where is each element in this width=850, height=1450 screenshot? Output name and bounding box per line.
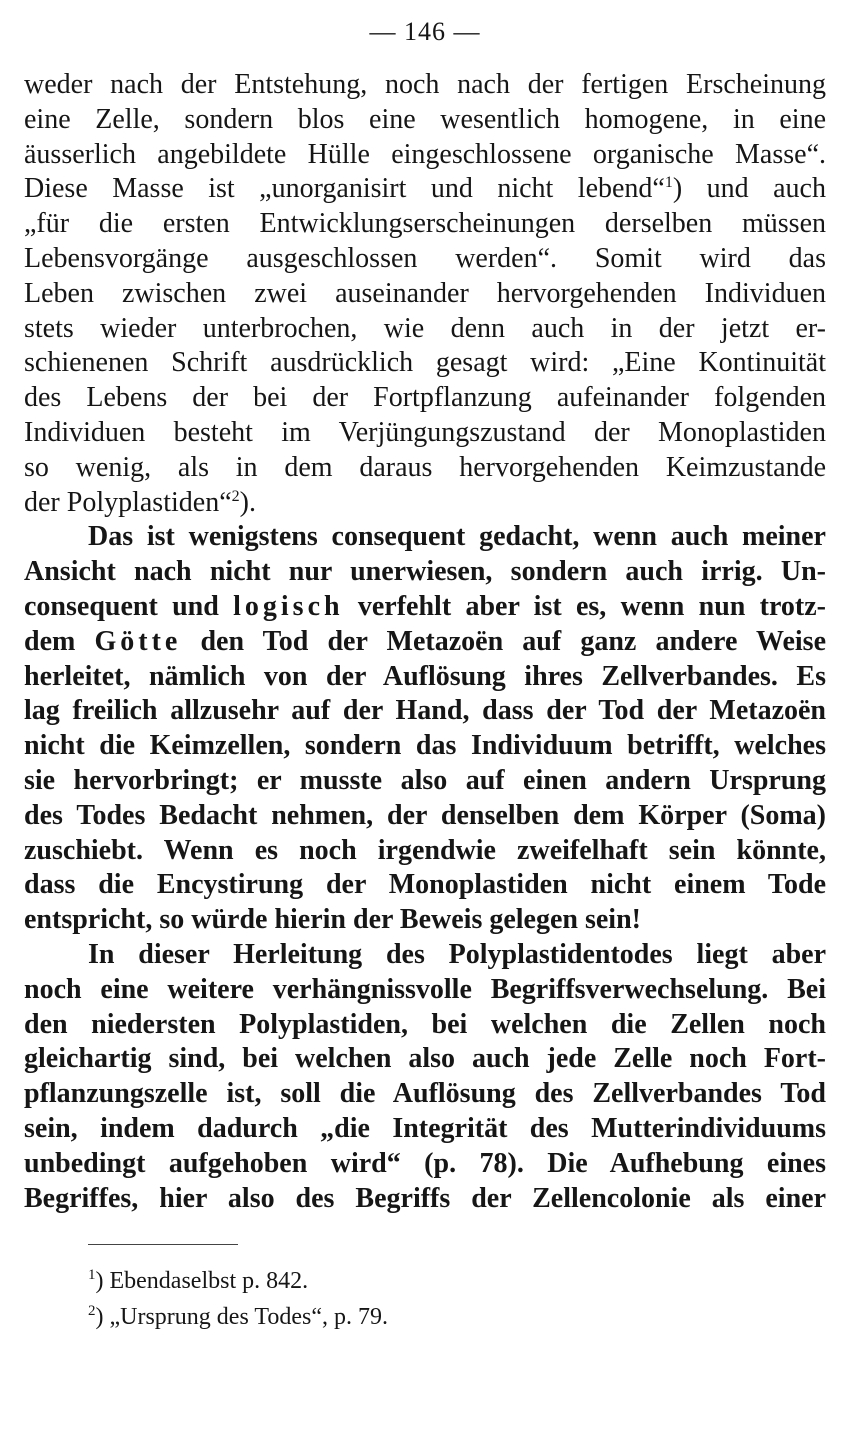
text-line: Das ist wenigstens consequent gedacht, wenn auch meiner: [88, 521, 826, 553]
text-line: In dieser Herleitung des Polyplastidentodes liegt aber: [88, 938, 826, 970]
paragraph-1: [24, 68, 826, 520]
text-line-start: der Polyplastiden“: [24, 486, 232, 518]
text-line: „für die ersten Entwicklungserscheinungen derselben müssen: [24, 208, 826, 240]
text-line: den niedersten Polyplastiden, bei welchen die Zellen noch: [24, 1008, 826, 1040]
text-line: stets wieder unterbrochen, wie denn auch in der jetzt er-: [24, 312, 826, 344]
footnote-divider: [88, 1244, 238, 1245]
text-line-end: ) und auch: [672, 173, 826, 205]
text-line: zuschiebt. Wenn es noch irgendwie zweifelhaft sein könnte,: [24, 834, 826, 866]
text-line: so wenig, als in dem daraus hervorgehenden Keimzustande: [24, 451, 826, 483]
text-line-start: Diese Masse ist „unorganisirt und nicht lebend“: [24, 173, 665, 205]
text-line: Lebensvorgänge ausgeschlossen werden“. Somit wird das: [24, 242, 826, 274]
text-line: des Todes Bedacht nehmen, der denselben dem Körper (Soma): [24, 799, 826, 831]
text-line: lag freilich allzusehr auf der Hand, dass der Tod der Metazoën: [24, 695, 826, 727]
text-line: sein, indem dadurch „die Integrität des Mutterindividuums: [24, 1112, 826, 1144]
text-line: [24, 590, 826, 625]
footnote-marker: 1: [88, 1267, 96, 1284]
text-line: nicht die Keimzellen, sondern das Individuum betrifft, welches: [24, 730, 826, 762]
text-line: dass die Encystirung der Monoplastiden nicht einem Tode: [24, 869, 826, 901]
text-line: äusserlich angebildete Hülle eingeschlossene organische Masse“.: [24, 138, 826, 170]
text-line: [24, 172, 826, 207]
text-line: [24, 625, 826, 660]
page-number: — 146 —: [369, 17, 481, 46]
footnotes: [88, 1263, 826, 1335]
footnote-text: ) „Ursprung des Todes“, p. 79.: [95, 1304, 388, 1331]
footnote-marker: 2: [88, 1303, 96, 1320]
text-line: entspricht, so würde hierin der Beweis gelegen sein!: [24, 904, 641, 936]
text-line: pflanzungszelle ist, soll die Auflösung des Zellverbandes Tod: [24, 1078, 826, 1110]
paragraph-2: [24, 520, 826, 938]
text-line: noch eine weitere verhängnissvolle Begriffsverwechselung. Bei: [24, 973, 826, 1005]
text-line: gleichartig sind, bei welchen also auch jede Zelle noch Fort-: [24, 1043, 826, 1075]
text-line: schienenen Schrift ausdrücklich gesagt wird: „Eine Kontinuität: [24, 347, 826, 379]
text-line: des Lebens der bei der Fortpflanzung aufeinander folgenden: [24, 382, 826, 414]
text-line: [24, 486, 826, 521]
text-line: unbedingt aufgehoben wird“ (p. 78). Die Aufhebung eines: [24, 1147, 826, 1179]
text-segment: verfehlt aber ist es, wenn nun trotz-: [357, 590, 826, 622]
footnote-ref-1: 1: [664, 174, 673, 192]
paragraph-3: [24, 938, 826, 1216]
text-line: eine Zelle, sondern blos eine wesentlich homogene, in eine: [24, 103, 826, 135]
footnote-ref-2: 2: [231, 487, 240, 505]
text-segment: consequent und: [24, 590, 219, 622]
text-line: Ansicht nach nicht nur unerwiesen, sondern auch irrig. Un-: [24, 556, 826, 588]
text-line: herleitet, nämlich von der Auflösung ihres Zellverbandes. Es: [24, 660, 826, 692]
text-line: Individuen besteht im Verjüngungszustand der Monoplastiden: [24, 416, 826, 448]
text-segment: den Tod der Metazoën auf ganz andere Weise: [200, 625, 827, 657]
footnote-2: [88, 1299, 826, 1335]
text-line: weder nach der Entstehung, noch nach der fertigen Erscheinung: [24, 69, 826, 100]
text-line: Leben zwischen zwei auseinander hervorgehenden Individuen: [24, 277, 826, 309]
text-line: Begriffes, hier also des Begriffs der Zellencolonie als einer: [24, 1182, 826, 1214]
text-line: sie hervorbringt; er musste also auf einen andern Ursprung: [24, 764, 826, 796]
author-name: Götte: [94, 625, 182, 657]
emphasized-word: logisch: [233, 590, 344, 622]
text-line-end: ).: [239, 486, 256, 518]
footnote-1: [88, 1263, 826, 1299]
footnote-text: ) Ebendaselbst p. 842.: [95, 1268, 309, 1295]
text-segment: dem: [24, 625, 76, 657]
